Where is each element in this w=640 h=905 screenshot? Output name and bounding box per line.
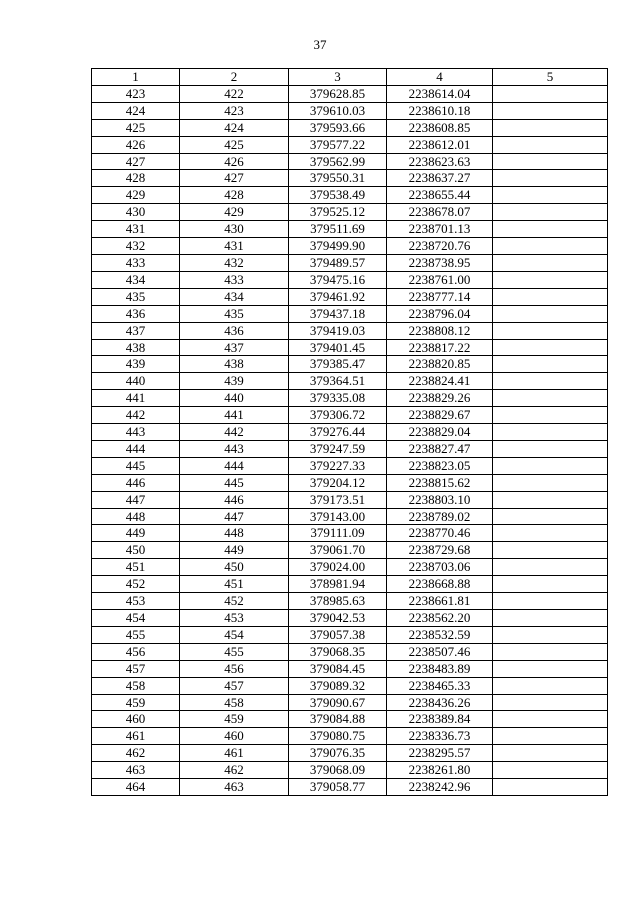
previous-point-cell: 457 bbox=[180, 677, 289, 694]
previous-point-cell: 443 bbox=[180, 440, 289, 457]
y-coordinate-cell: 2238703.06 bbox=[387, 559, 493, 576]
previous-point-cell: 459 bbox=[180, 711, 289, 728]
note-cell bbox=[493, 576, 608, 593]
x-coordinate-cell: 379385.47 bbox=[289, 356, 387, 373]
previous-point-cell: 458 bbox=[180, 694, 289, 711]
point-number-cell: 452 bbox=[92, 576, 180, 593]
point-number-cell: 449 bbox=[92, 525, 180, 542]
y-coordinate-cell: 2238483.89 bbox=[387, 660, 493, 677]
point-number-cell: 457 bbox=[92, 660, 180, 677]
previous-point-cell: 428 bbox=[180, 187, 289, 204]
previous-point-cell: 431 bbox=[180, 238, 289, 255]
x-coordinate-cell: 379068.09 bbox=[289, 762, 387, 779]
table-row bbox=[92, 711, 608, 728]
note-cell bbox=[493, 779, 608, 796]
table-row bbox=[92, 728, 608, 745]
note-cell bbox=[493, 204, 608, 221]
note-cell bbox=[493, 187, 608, 204]
table-row bbox=[92, 153, 608, 170]
note-cell bbox=[493, 474, 608, 491]
table-row bbox=[92, 762, 608, 779]
point-number-cell: 456 bbox=[92, 643, 180, 660]
point-number-cell: 429 bbox=[92, 187, 180, 204]
note-cell bbox=[493, 424, 608, 441]
table-row bbox=[92, 643, 608, 660]
x-coordinate-cell: 379089.32 bbox=[289, 677, 387, 694]
previous-point-cell: 435 bbox=[180, 305, 289, 322]
y-coordinate-cell: 2238829.26 bbox=[387, 390, 493, 407]
note-cell bbox=[493, 525, 608, 542]
coordinates-table bbox=[91, 68, 608, 796]
y-coordinate-cell: 2238720.76 bbox=[387, 238, 493, 255]
table-row bbox=[92, 305, 608, 322]
x-coordinate-cell: 379057.38 bbox=[289, 626, 387, 643]
x-coordinate-cell: 379550.31 bbox=[289, 170, 387, 187]
y-coordinate-cell: 2238817.22 bbox=[387, 339, 493, 356]
previous-point-cell: 423 bbox=[180, 102, 289, 119]
table-header-row bbox=[92, 69, 608, 86]
column-header-3: 3 bbox=[289, 69, 387, 86]
note-cell bbox=[493, 305, 608, 322]
previous-point-cell: 440 bbox=[180, 390, 289, 407]
y-coordinate-cell: 2238465.33 bbox=[387, 677, 493, 694]
table-row bbox=[92, 779, 608, 796]
y-coordinate-cell: 2238789.02 bbox=[387, 508, 493, 525]
table-row bbox=[92, 390, 608, 407]
point-number-cell: 423 bbox=[92, 85, 180, 102]
point-number-cell: 434 bbox=[92, 271, 180, 288]
note-cell bbox=[493, 643, 608, 660]
x-coordinate-cell: 379276.44 bbox=[289, 424, 387, 441]
note-cell bbox=[493, 559, 608, 576]
point-number-cell: 455 bbox=[92, 626, 180, 643]
previous-point-cell: 436 bbox=[180, 322, 289, 339]
table-row bbox=[92, 102, 608, 119]
column-header-4: 4 bbox=[387, 69, 493, 86]
column-header-1: 1 bbox=[92, 69, 180, 86]
previous-point-cell: 453 bbox=[180, 610, 289, 627]
x-coordinate-cell: 379080.75 bbox=[289, 728, 387, 745]
point-number-cell: 454 bbox=[92, 610, 180, 627]
x-coordinate-cell: 378985.63 bbox=[289, 593, 387, 610]
y-coordinate-cell: 2238610.18 bbox=[387, 102, 493, 119]
table-row bbox=[92, 525, 608, 542]
x-coordinate-cell: 379173.51 bbox=[289, 491, 387, 508]
x-coordinate-cell: 379475.16 bbox=[289, 271, 387, 288]
note-cell bbox=[493, 660, 608, 677]
x-coordinate-cell: 379499.90 bbox=[289, 238, 387, 255]
point-number-cell: 432 bbox=[92, 238, 180, 255]
table-row bbox=[92, 119, 608, 136]
previous-point-cell: 460 bbox=[180, 728, 289, 745]
y-coordinate-cell: 2238608.85 bbox=[387, 119, 493, 136]
x-coordinate-cell: 379335.08 bbox=[289, 390, 387, 407]
x-coordinate-cell: 379511.69 bbox=[289, 221, 387, 238]
table-row bbox=[92, 221, 608, 238]
point-number-cell: 425 bbox=[92, 119, 180, 136]
y-coordinate-cell: 2238562.20 bbox=[387, 610, 493, 627]
point-number-cell: 440 bbox=[92, 373, 180, 390]
x-coordinate-cell: 379042.53 bbox=[289, 610, 387, 627]
point-number-cell: 453 bbox=[92, 593, 180, 610]
previous-point-cell: 446 bbox=[180, 491, 289, 508]
note-cell bbox=[493, 288, 608, 305]
x-coordinate-cell: 379227.33 bbox=[289, 457, 387, 474]
point-number-cell: 439 bbox=[92, 356, 180, 373]
note-cell bbox=[493, 221, 608, 238]
note-cell bbox=[493, 407, 608, 424]
note-cell bbox=[493, 271, 608, 288]
y-coordinate-cell: 2238614.04 bbox=[387, 85, 493, 102]
table-row bbox=[92, 610, 608, 627]
point-number-cell: 459 bbox=[92, 694, 180, 711]
table-row bbox=[92, 508, 608, 525]
note-cell bbox=[493, 373, 608, 390]
x-coordinate-cell: 379461.92 bbox=[289, 288, 387, 305]
y-coordinate-cell: 2238827.47 bbox=[387, 440, 493, 457]
point-number-cell: 464 bbox=[92, 779, 180, 796]
table-row bbox=[92, 204, 608, 221]
point-number-cell: 437 bbox=[92, 322, 180, 339]
y-coordinate-cell: 2238777.14 bbox=[387, 288, 493, 305]
point-number-cell: 448 bbox=[92, 508, 180, 525]
x-coordinate-cell: 379024.00 bbox=[289, 559, 387, 576]
y-coordinate-cell: 2238261.80 bbox=[387, 762, 493, 779]
note-cell bbox=[493, 153, 608, 170]
previous-point-cell: 441 bbox=[180, 407, 289, 424]
x-coordinate-cell: 379084.88 bbox=[289, 711, 387, 728]
y-coordinate-cell: 2238507.46 bbox=[387, 643, 493, 660]
previous-point-cell: 442 bbox=[180, 424, 289, 441]
y-coordinate-cell: 2238823.05 bbox=[387, 457, 493, 474]
point-number-cell: 463 bbox=[92, 762, 180, 779]
table-row bbox=[92, 457, 608, 474]
y-coordinate-cell: 2238637.27 bbox=[387, 170, 493, 187]
previous-point-cell: 454 bbox=[180, 626, 289, 643]
y-coordinate-cell: 2238824.41 bbox=[387, 373, 493, 390]
note-cell bbox=[493, 762, 608, 779]
table-row bbox=[92, 271, 608, 288]
point-number-cell: 460 bbox=[92, 711, 180, 728]
table-row bbox=[92, 85, 608, 102]
point-number-cell: 424 bbox=[92, 102, 180, 119]
previous-point-cell: 463 bbox=[180, 779, 289, 796]
previous-point-cell: 461 bbox=[180, 745, 289, 762]
x-coordinate-cell: 379364.51 bbox=[289, 373, 387, 390]
table-row bbox=[92, 322, 608, 339]
x-coordinate-cell: 379593.66 bbox=[289, 119, 387, 136]
x-coordinate-cell: 379068.35 bbox=[289, 643, 387, 660]
table-body bbox=[92, 85, 608, 795]
y-coordinate-cell: 2238803.10 bbox=[387, 491, 493, 508]
note-cell bbox=[493, 356, 608, 373]
note-cell bbox=[493, 440, 608, 457]
y-coordinate-cell: 2238820.85 bbox=[387, 356, 493, 373]
y-coordinate-cell: 2238761.00 bbox=[387, 271, 493, 288]
point-number-cell: 445 bbox=[92, 457, 180, 474]
point-number-cell: 427 bbox=[92, 153, 180, 170]
x-coordinate-cell: 379058.77 bbox=[289, 779, 387, 796]
x-coordinate-cell: 379143.00 bbox=[289, 508, 387, 525]
y-coordinate-cell: 2238623.63 bbox=[387, 153, 493, 170]
y-coordinate-cell: 2238829.04 bbox=[387, 424, 493, 441]
y-coordinate-cell: 2238729.68 bbox=[387, 542, 493, 559]
point-number-cell: 443 bbox=[92, 424, 180, 441]
x-coordinate-cell: 379538.49 bbox=[289, 187, 387, 204]
table-row bbox=[92, 576, 608, 593]
x-coordinate-cell: 379437.18 bbox=[289, 305, 387, 322]
point-number-cell: 447 bbox=[92, 491, 180, 508]
point-number-cell: 451 bbox=[92, 559, 180, 576]
y-coordinate-cell: 2238295.57 bbox=[387, 745, 493, 762]
table-row bbox=[92, 373, 608, 390]
note-cell bbox=[493, 677, 608, 694]
point-number-cell: 442 bbox=[92, 407, 180, 424]
point-number-cell: 450 bbox=[92, 542, 180, 559]
previous-point-cell: 444 bbox=[180, 457, 289, 474]
x-coordinate-cell: 379489.57 bbox=[289, 254, 387, 271]
x-coordinate-cell: 379084.45 bbox=[289, 660, 387, 677]
y-coordinate-cell: 2238436.26 bbox=[387, 694, 493, 711]
x-coordinate-cell: 379306.72 bbox=[289, 407, 387, 424]
x-coordinate-cell: 379076.35 bbox=[289, 745, 387, 762]
y-coordinate-cell: 2238678.07 bbox=[387, 204, 493, 221]
note-cell bbox=[493, 136, 608, 153]
x-coordinate-cell: 379419.03 bbox=[289, 322, 387, 339]
x-coordinate-cell: 379577.22 bbox=[289, 136, 387, 153]
x-coordinate-cell: 379525.12 bbox=[289, 204, 387, 221]
point-number-cell: 431 bbox=[92, 221, 180, 238]
note-cell bbox=[493, 339, 608, 356]
table-row bbox=[92, 745, 608, 762]
column-header-2: 2 bbox=[180, 69, 289, 86]
table-row bbox=[92, 136, 608, 153]
table-row bbox=[92, 407, 608, 424]
x-coordinate-cell: 379247.59 bbox=[289, 440, 387, 457]
table-row bbox=[92, 559, 608, 576]
y-coordinate-cell: 2238389.84 bbox=[387, 711, 493, 728]
table-row bbox=[92, 542, 608, 559]
note-cell bbox=[493, 610, 608, 627]
note-cell bbox=[493, 711, 608, 728]
previous-point-cell: 455 bbox=[180, 643, 289, 660]
note-cell bbox=[493, 119, 608, 136]
previous-point-cell: 438 bbox=[180, 356, 289, 373]
y-coordinate-cell: 2238668.88 bbox=[387, 576, 493, 593]
previous-point-cell: 447 bbox=[180, 508, 289, 525]
y-coordinate-cell: 2238808.12 bbox=[387, 322, 493, 339]
previous-point-cell: 449 bbox=[180, 542, 289, 559]
table-row bbox=[92, 474, 608, 491]
point-number-cell: 444 bbox=[92, 440, 180, 457]
y-coordinate-cell: 2238770.46 bbox=[387, 525, 493, 542]
y-coordinate-cell: 2238612.01 bbox=[387, 136, 493, 153]
x-coordinate-cell: 379061.70 bbox=[289, 542, 387, 559]
previous-point-cell: 462 bbox=[180, 762, 289, 779]
note-cell bbox=[493, 170, 608, 187]
previous-point-cell: 456 bbox=[180, 660, 289, 677]
note-cell bbox=[493, 542, 608, 559]
table-row bbox=[92, 424, 608, 441]
y-coordinate-cell: 2238661.81 bbox=[387, 593, 493, 610]
note-cell bbox=[493, 390, 608, 407]
previous-point-cell: 422 bbox=[180, 85, 289, 102]
note-cell bbox=[493, 238, 608, 255]
y-coordinate-cell: 2238829.67 bbox=[387, 407, 493, 424]
previous-point-cell: 427 bbox=[180, 170, 289, 187]
point-number-cell: 436 bbox=[92, 305, 180, 322]
point-number-cell: 428 bbox=[92, 170, 180, 187]
previous-point-cell: 451 bbox=[180, 576, 289, 593]
table-row bbox=[92, 187, 608, 204]
previous-point-cell: 448 bbox=[180, 525, 289, 542]
y-coordinate-cell: 2238532.59 bbox=[387, 626, 493, 643]
point-number-cell: 430 bbox=[92, 204, 180, 221]
table-row bbox=[92, 238, 608, 255]
point-number-cell: 446 bbox=[92, 474, 180, 491]
column-header-5: 5 bbox=[493, 69, 608, 86]
y-coordinate-cell: 2238701.13 bbox=[387, 221, 493, 238]
note-cell bbox=[493, 102, 608, 119]
previous-point-cell: 434 bbox=[180, 288, 289, 305]
table-row bbox=[92, 288, 608, 305]
y-coordinate-cell: 2238796.04 bbox=[387, 305, 493, 322]
x-coordinate-cell: 379562.99 bbox=[289, 153, 387, 170]
note-cell bbox=[493, 85, 608, 102]
note-cell bbox=[493, 322, 608, 339]
previous-point-cell: 426 bbox=[180, 153, 289, 170]
note-cell bbox=[493, 694, 608, 711]
previous-point-cell: 430 bbox=[180, 221, 289, 238]
y-coordinate-cell: 2238242.96 bbox=[387, 779, 493, 796]
table-row bbox=[92, 356, 608, 373]
x-coordinate-cell: 379204.12 bbox=[289, 474, 387, 491]
point-number-cell: 441 bbox=[92, 390, 180, 407]
table-row bbox=[92, 677, 608, 694]
y-coordinate-cell: 2238336.73 bbox=[387, 728, 493, 745]
table-row bbox=[92, 660, 608, 677]
previous-point-cell: 432 bbox=[180, 254, 289, 271]
table-row bbox=[92, 440, 608, 457]
table-row bbox=[92, 254, 608, 271]
x-coordinate-cell: 379628.85 bbox=[289, 85, 387, 102]
point-number-cell: 462 bbox=[92, 745, 180, 762]
y-coordinate-cell: 2238655.44 bbox=[387, 187, 493, 204]
y-coordinate-cell: 2238815.62 bbox=[387, 474, 493, 491]
point-number-cell: 435 bbox=[92, 288, 180, 305]
table-row bbox=[92, 593, 608, 610]
point-number-cell: 458 bbox=[92, 677, 180, 694]
page-number: 37 bbox=[313, 37, 327, 52]
x-coordinate-cell: 379610.03 bbox=[289, 102, 387, 119]
y-coordinate-cell: 2238738.95 bbox=[387, 254, 493, 271]
x-coordinate-cell: 378981.94 bbox=[289, 576, 387, 593]
previous-point-cell: 439 bbox=[180, 373, 289, 390]
previous-point-cell: 450 bbox=[180, 559, 289, 576]
table-row bbox=[92, 170, 608, 187]
previous-point-cell: 437 bbox=[180, 339, 289, 356]
note-cell bbox=[493, 626, 608, 643]
previous-point-cell: 425 bbox=[180, 136, 289, 153]
point-number-cell: 426 bbox=[92, 136, 180, 153]
x-coordinate-cell: 379401.45 bbox=[289, 339, 387, 356]
note-cell bbox=[493, 593, 608, 610]
x-coordinate-cell: 379111.09 bbox=[289, 525, 387, 542]
table-row bbox=[92, 339, 608, 356]
table-row bbox=[92, 626, 608, 643]
point-number-cell: 461 bbox=[92, 728, 180, 745]
note-cell bbox=[493, 745, 608, 762]
point-number-cell: 438 bbox=[92, 339, 180, 356]
previous-point-cell: 452 bbox=[180, 593, 289, 610]
note-cell bbox=[493, 254, 608, 271]
previous-point-cell: 424 bbox=[180, 119, 289, 136]
previous-point-cell: 445 bbox=[180, 474, 289, 491]
point-number-cell: 433 bbox=[92, 254, 180, 271]
note-cell bbox=[493, 728, 608, 745]
note-cell bbox=[493, 508, 608, 525]
note-cell bbox=[493, 491, 608, 508]
table-row bbox=[92, 694, 608, 711]
x-coordinate-cell: 379090.67 bbox=[289, 694, 387, 711]
note-cell bbox=[493, 457, 608, 474]
previous-point-cell: 433 bbox=[180, 271, 289, 288]
previous-point-cell: 429 bbox=[180, 204, 289, 221]
table-row bbox=[92, 491, 608, 508]
